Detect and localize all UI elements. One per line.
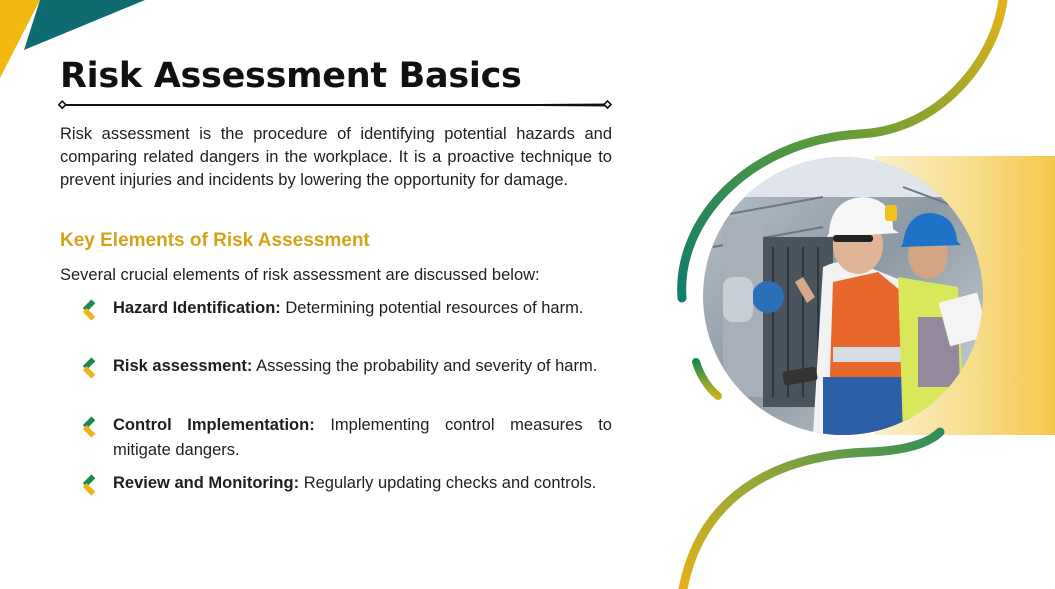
item-term: Control Implementation: <box>113 415 315 434</box>
list-item <box>78 413 612 471</box>
industrial-scene-illustration <box>703 157 983 435</box>
item-description: Regularly updating checks and controls. <box>303 473 597 492</box>
item-term: Risk assessment: <box>113 357 253 376</box>
title-divider <box>58 99 614 111</box>
page-title: Risk Assessment Basics <box>60 56 522 96</box>
item-term: Review and Monitoring: <box>113 473 300 492</box>
item-description: Determining potential resources of harm. <box>285 299 584 317</box>
list-item <box>78 471 612 529</box>
list-item <box>78 354 612 412</box>
item-term: Hazard Identification: <box>113 299 281 317</box>
chevron-arrow-icon <box>78 472 103 498</box>
section-heading: Key Elements of Risk Assessment <box>60 230 370 251</box>
item-description: Assessing the probability and severity of harm. <box>256 357 598 376</box>
chevron-arrow-icon <box>78 355 103 381</box>
chevron-arrow-icon <box>78 297 103 323</box>
workers-with-hardhats-photo <box>703 157 983 435</box>
key-elements-list <box>78 296 612 529</box>
lead-sentence: Several crucial elements of risk assessment are discussed below: <box>60 266 540 284</box>
item-description: Implementing control measures to mitigate dangers. <box>113 415 612 459</box>
list-item <box>78 296 612 354</box>
chevron-arrow-icon <box>78 414 103 440</box>
intro-paragraph: Risk assessment is the procedure of identifying potential hazards and comparing related dangers in the workplace. It is a proactive technique to prevent injuries and incidents by lowering the opportunity for damage. <box>60 125 612 189</box>
